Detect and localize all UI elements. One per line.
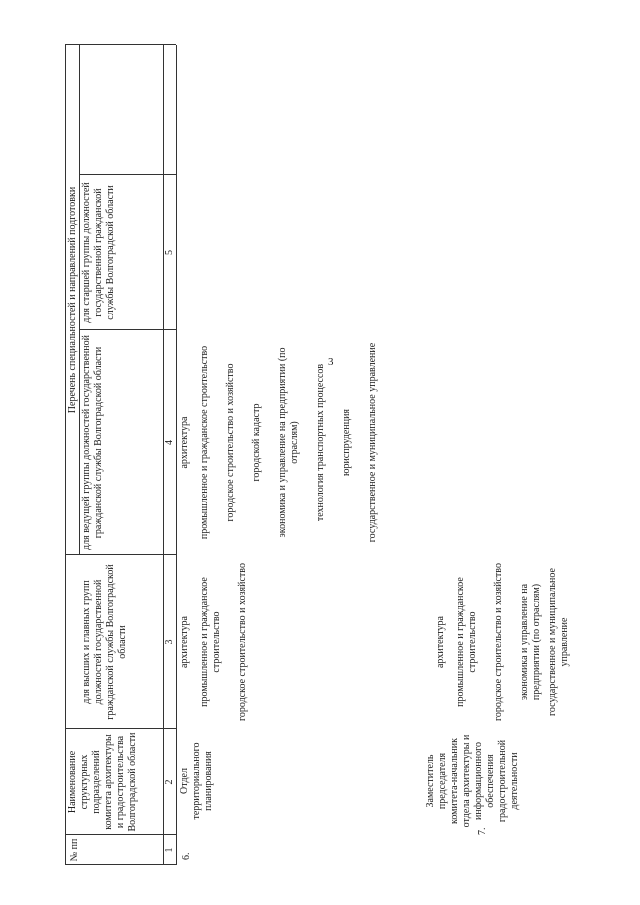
row-6-division: Отдел территориального планирования [179, 742, 214, 820]
row-6-highest-list [179, 559, 249, 725]
col-number-5: 5 [164, 250, 175, 255]
col-number-3: 3 [164, 639, 175, 645]
list-item: государственное и муниципальное управление [547, 568, 570, 716]
list-item: технология транспортных процессов [315, 363, 326, 522]
row-7-highest-list [435, 559, 571, 725]
row-6-num: 6. [181, 852, 192, 860]
col-number-1: 1 [164, 847, 175, 853]
list-item: архитектура [179, 616, 190, 669]
col-divider-5 [79, 174, 176, 175]
list-item: городское строительство и хозяйство [225, 363, 236, 522]
col-number-2: 2 [164, 779, 175, 785]
list-item: юриспруденция [341, 408, 352, 477]
col-divider-3 [65, 554, 176, 555]
row-6-leading-list [179, 334, 379, 551]
list-item: промышленное и гражданское строительство [199, 345, 210, 540]
table-colnum-divider [176, 45, 177, 865]
table-top-border [65, 45, 66, 865]
group-header-divider [79, 45, 80, 555]
table-right-border [65, 44, 176, 45]
col-divider-4 [79, 329, 176, 330]
list-item: городской кадастр [251, 403, 262, 482]
row-7-division: Заместитель председателя комитета-начальник отдела архитектуры и информационного обеспечения градостроительной деятельности [425, 734, 520, 828]
col-divider-2 [65, 728, 176, 729]
list-item: экономика и управление на предприятии (по отраслям) [519, 583, 542, 701]
header-senior: для старшей группы должностей государственной гражданской службы Волгоградской области [81, 182, 116, 323]
list-item: промышленное и гражданское строительство [199, 577, 222, 707]
list-item: промышленное и гражданское строительство [455, 577, 478, 707]
table-left-border [65, 864, 176, 865]
col-number-4: 4 [164, 440, 175, 445]
col-divider-1 [65, 834, 176, 835]
header-num: № пп [69, 838, 80, 862]
header-spec-group: Перечень специальностей и направлений подготовки [67, 186, 78, 414]
list-item: экономика и управление на предприятии (по отраслям) [277, 347, 300, 538]
list-item: архитектура [179, 416, 190, 469]
list-item: городское строительство и хозяйство [237, 563, 248, 721]
page-number: 3 [328, 356, 334, 368]
rotated-table [55, 45, 615, 865]
list-item: государственное и муниципальное управление [367, 342, 378, 543]
list-item: архитектура [435, 616, 446, 669]
header-highest: для высших и главных групп должностей государственной гражданской службы Волгоградской области [81, 564, 128, 720]
header-leading: для ведущей группы должностей государственной гражданской службы Волгоградской области [81, 335, 104, 550]
list-item: городское строительство и хозяйство [493, 563, 504, 721]
header-division: Наименование структурных подразделений комитета архитектуры и градостроительства Волгоградской области [67, 732, 138, 832]
row-7-num: 7. [477, 827, 488, 835]
